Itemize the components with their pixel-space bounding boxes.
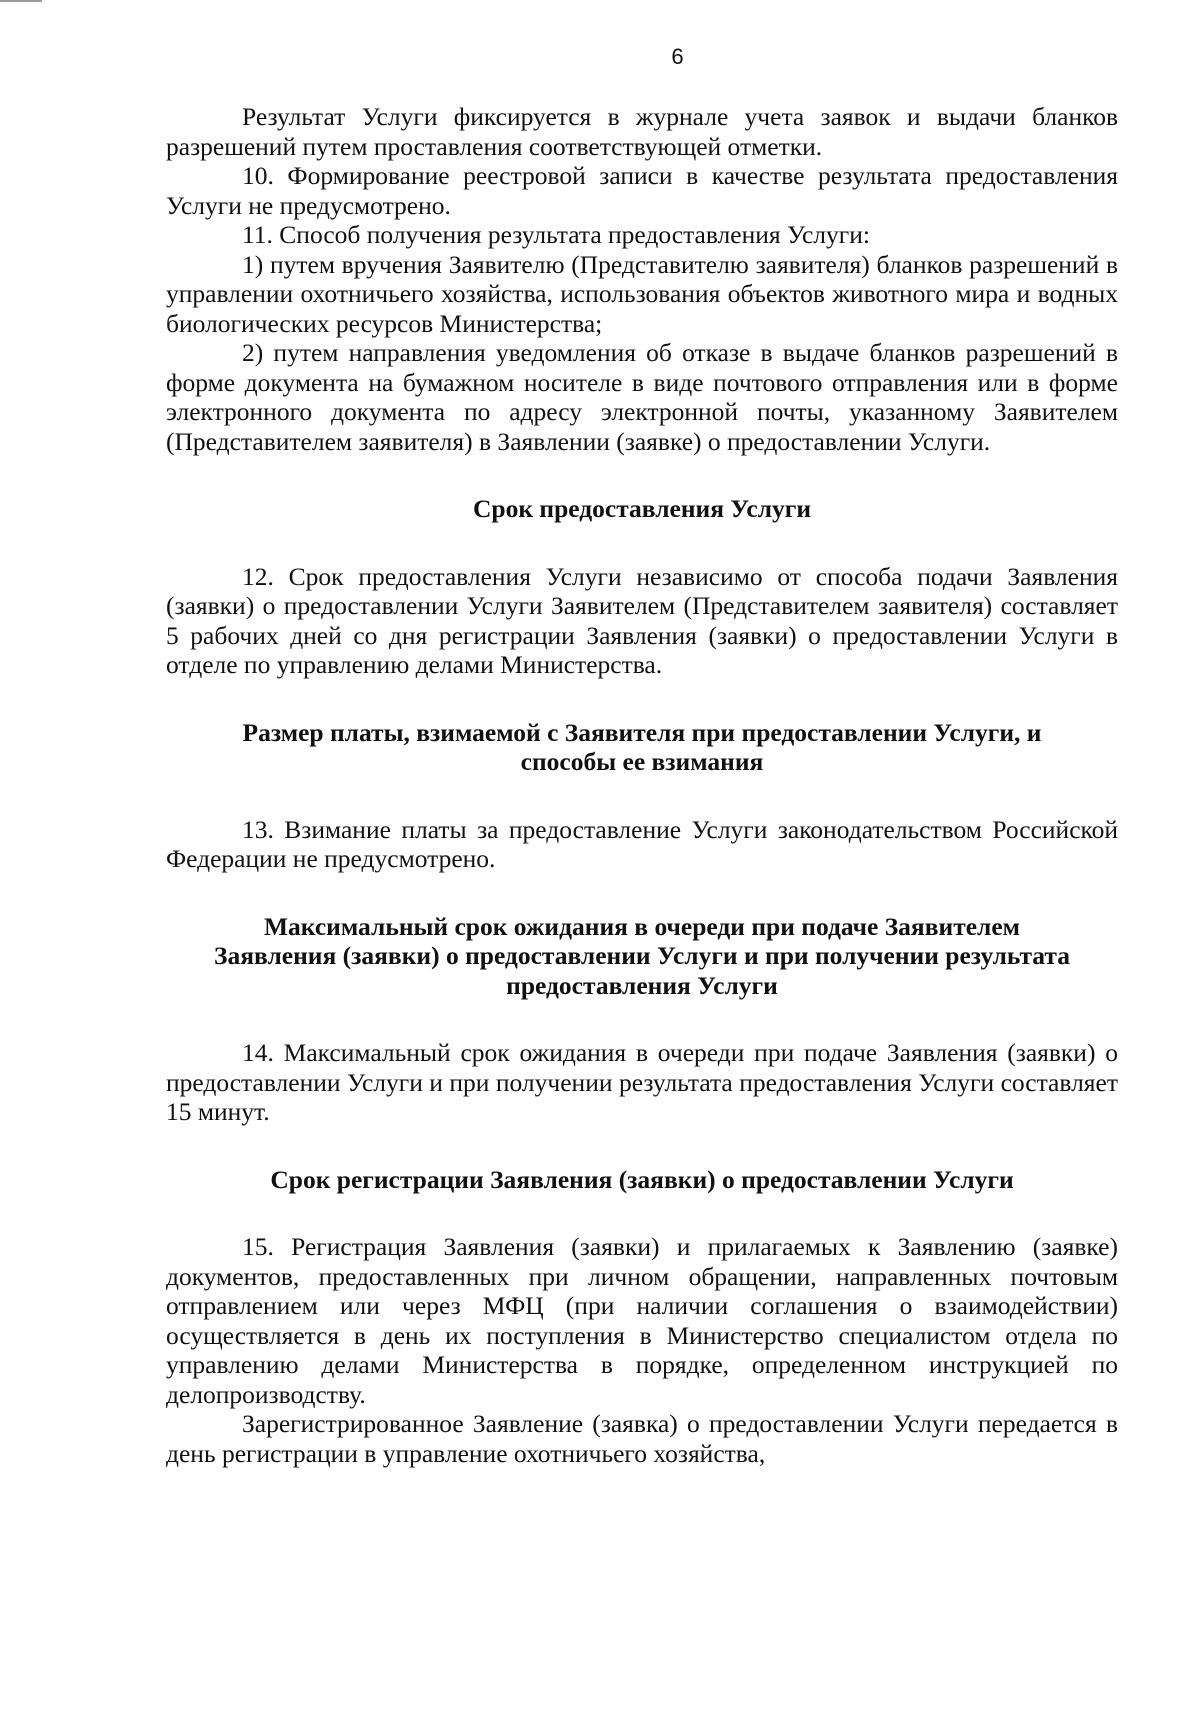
heading-fee: Размер платы, взимаемой с Заявителя при предоставлении Услуги, и способы ее взимания: [242, 717, 1042, 776]
paragraph-11: 11. Способ получения результата предоставления Услуги:: [242, 220, 870, 249]
paragraph-14: 14. Максимальный срок ожидания в очереди при подаче Заявления (заявки) о предоставлении Услуги и при получении результата предоставления Услуги составляет 15 минут.: [166, 1038, 1118, 1126]
heading-registration-term: Срок регистрации Заявления (заявки) о предоставлении Услуги: [270, 1164, 1014, 1194]
page-number: 6: [671, 44, 684, 69]
paragraph-13: 13. Взимание платы за предоставление Услуги законодательством Российской Федерации не предусмотрено.: [166, 814, 1118, 873]
heading-service-term: Срок предоставления Услуги: [472, 494, 812, 523]
scan-edge-mark: [0, 0, 42, 2]
heading-max-wait: Максимальный срок ожидания в очереди при подаче Заявителем Заявления (заявки) о предоставлении Услуги и при получении результата предоставления Услуги: [214, 911, 1070, 1000]
paragraph-15: 15. Регистрация Заявления (заявки) и прилагаемых к Заявлению (заявке) документов, предоставленных при личном обращении, направленных почтовым отправлением или через МФЦ (при наличии соглашения о взаимодействии) осуществляется в день их поступления в Министерство специалистом отдела по управлению делами Министерства в порядке, определенном инструкцией по делопроизводству.: [166, 1232, 1118, 1409]
paragraph-11-item-1: 1) путем вручения Заявителю (Представителю заявителя) бланков разрешений в управлении охотничьего хозяйства, использования объектов животного мира и водных биологических ресурсов Министерства;: [166, 249, 1118, 338]
paragraph-11-item-2: 2) путем направления уведомления об отказе в выдаче бланков разрешений в форме документа на бумажном носителе в виде почтового отправления или в форме электронного документа по адресу электронной почты, указанному Заявителем (Представителем заявителя) в Заявлении (заявке) о предоставлении Услуги.: [166, 338, 1118, 456]
paragraph-10: 10. Формирование реестровой записи в качестве результата предоставления Услуги не предусмотрено.: [166, 161, 1118, 220]
paragraph-result-recording: Результат Услуги фиксируется в журнале учета заявок и выдачи бланков разрешений путем проставления соответствующей отметки.: [166, 102, 1118, 161]
document-body: [166, 102, 1118, 1468]
paragraph-12: 12. Срок предоставления Услуги независимо от способа подачи Заявления (заявки) о предоставлении Услуги Заявителем (Представителем заявителя) составляет 5 рабочих дней со дня регистрации Заявления (заявки) о предоставлении Услуги в отделе по управлению делами Министерства.: [166, 561, 1118, 679]
paragraph-registered-application: Зарегистрированное Заявление (заявка) о предоставлении Услуги передается в день регистрации в управление охотничьего хозяйства,: [166, 1409, 1118, 1468]
